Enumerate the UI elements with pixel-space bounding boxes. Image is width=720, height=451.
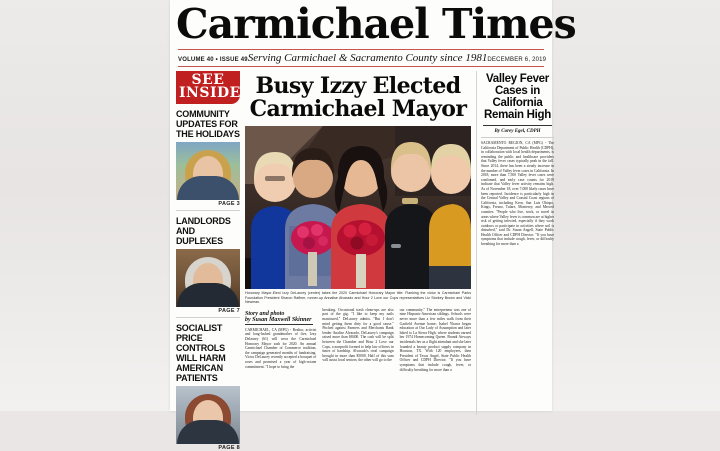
- promo-photo: [176, 142, 240, 200]
- side-headline[interactable]: Valley Fever Cases in California Remain High: [484, 73, 551, 121]
- lead-story: [245, 71, 471, 415]
- lead-column-2: [322, 308, 393, 372]
- masthead-rule-bottom: [178, 66, 544, 67]
- masthead-meta: [170, 50, 552, 64]
- promo-page-ref: PAGE 3: [218, 201, 240, 207]
- rail-divider: [176, 317, 240, 318]
- lead-headline[interactable]: [245, 71, 471, 126]
- promo-photo: [176, 386, 240, 444]
- lead-body-text: breaking. Occasional trash clean-ups are also part of the gig. "I like to keep my nails manicured," DeLaurey admits. "But I don't mind getting them dirty for a good cause." Pitched against Farmers and Merchants Bank lender Analise Alvarado, DeLaurey's campaign raised more than $8400. The cash will be split between the Chamber and Hour 2 Love our Cops, a nonprofit formed to help law officers in times of hardship. Alvarado's rival campaign brought in more than $5000. Half of this sum will assist local seniors; the other will go to the: [322, 307, 394, 363]
- see-inside-badge[interactable]: [176, 71, 240, 104]
- lead-body-text: our community." The entrepreneur was one of nine Hispanic-American siblings. Schools were never more than a few miles walk from their Garfield Avenue home; Isabel Ybarra began education at Our Lady of Assumption and later hiked to La Sierra High, where students earned her 1974 Homecoming Queen. Brandt Airways incidentals her as a flight attendant and she later founded a beauty product supply company in Houston, TX. With 120 employees, then President of Texas Angel, State Public Health Officer and CDPH Director. "If you have symptoms that include cough, fever, or difficulty breathing for more than a: [399, 307, 471, 372]
- promo-item[interactable]: [176, 216, 240, 314]
- byline: [245, 308, 313, 325]
- promo-headline: COMMUNITY UPDATES FOR THE HOLIDAYS: [176, 109, 240, 139]
- rail-divider: [176, 210, 240, 211]
- tagline: Serving Carmichael & Sacramento County since 1981: [247, 52, 488, 64]
- newspaper-title: Carmichael Times: [176, 0, 576, 48]
- lead-body-text: CARMICHAEL, CA (MPG) - Realtor, activist and long-lashed grandmother of five, Izzy Delaurey (61) will wear the Carmichael Honorary Mayor sash for 2020. An annual Carmichael Chamber of Commerce tradition, the campaign generated months of fundraising. Victor DeLaurey recently accepted a bouquet of roses and promised a year of high-octane commitment. "I hope to bring the: [245, 327, 317, 369]
- photo-caption: Honorary Mayor-Elect Izzy DeLaurey (center) takes the 2020 Carmichael Honorary Mayor title. Flanking the victor is Carmichael Parks Foundation President Sharon Raffner, runner-up Annalise Alvarado and Hour 2 Love our Cops representatives Liz Storkey Brown and Vicki Newman.: [245, 291, 471, 305]
- promo-photo: [176, 249, 240, 307]
- see-inside-rail: [176, 71, 241, 451]
- newspaper-front-page: [170, 0, 576, 451]
- lead-headline-line2: Carmichael Mayor: [249, 96, 467, 122]
- lead-column-1: [245, 308, 316, 372]
- volume-issue: VOLUME 40 • ISSUE 49: [178, 57, 248, 63]
- side-story: [476, 71, 554, 415]
- byline-line2: by Susan Maxwell Skinner: [245, 316, 312, 323]
- see-inside-line1: SEE: [191, 72, 225, 88]
- page-columns: [170, 71, 554, 451]
- promo-item[interactable]: [176, 323, 240, 451]
- promo-item[interactable]: [176, 109, 240, 207]
- masthead: [170, 0, 576, 48]
- promo-headline: LANDLORDS AND DUPLEXES: [176, 216, 231, 246]
- lead-photo-illustration: [245, 126, 471, 289]
- lead-photo: [245, 126, 471, 289]
- side-headline-rule: [483, 125, 552, 126]
- lead-headline-line1: Busy Izzy Elected: [255, 73, 461, 99]
- side-body-text: SACRAMENTO REGION, CA (MPG) - The California Department of Public Health (CDPH), in collaboration with local health departments, is reminding the public and healthcare providers that Valley fever cases typically peak in the fall. Since 2014, there has been a steady increase in the number of Valley fever cases in California. In 2018, more than 7,500 Valley fever cases were confirmed, and early case counts for 2019 indicate that Valley fever activity remains high. As of November 18, over 7,000 likely cases have been reported. Incidence is particularly high in the Central Valley and Coastal Coast regions of California, including Kern, San Luis Obispo, Kings, Fresno, Tulare, Monterey, and Merced counties. "People who live, work, or travel in areas where Valley fever is common are at higher risk of getting infected, especially if they work outdoors or participate in activities where soil is disturbed," said Dr. Susan Angell, State Public Health Officer and CDPH Director. "If you have symptoms that include cough, fever, or difficulty breathing for more than a: [481, 141, 554, 247]
- side-rule: [481, 137, 554, 138]
- promo-page-ref: PAGE 7: [218, 308, 240, 314]
- issue-date: DECEMBER 6, 2019: [487, 57, 547, 63]
- promo-headline: SOCIALIST PRICE CONTROLS WILL HARM AMERICAN PATIENTS: [176, 323, 226, 383]
- lead-column-3: [400, 308, 471, 372]
- side-byline: By Corey Egel, CDPH: [494, 129, 541, 134]
- see-inside-line2: INSIDE: [179, 85, 241, 101]
- byline-line1: Story and photo: [245, 310, 285, 317]
- byline-rule: [245, 324, 313, 325]
- lead-story-columns: [245, 308, 471, 372]
- promo-page-ref: PAGE 8: [218, 445, 240, 451]
